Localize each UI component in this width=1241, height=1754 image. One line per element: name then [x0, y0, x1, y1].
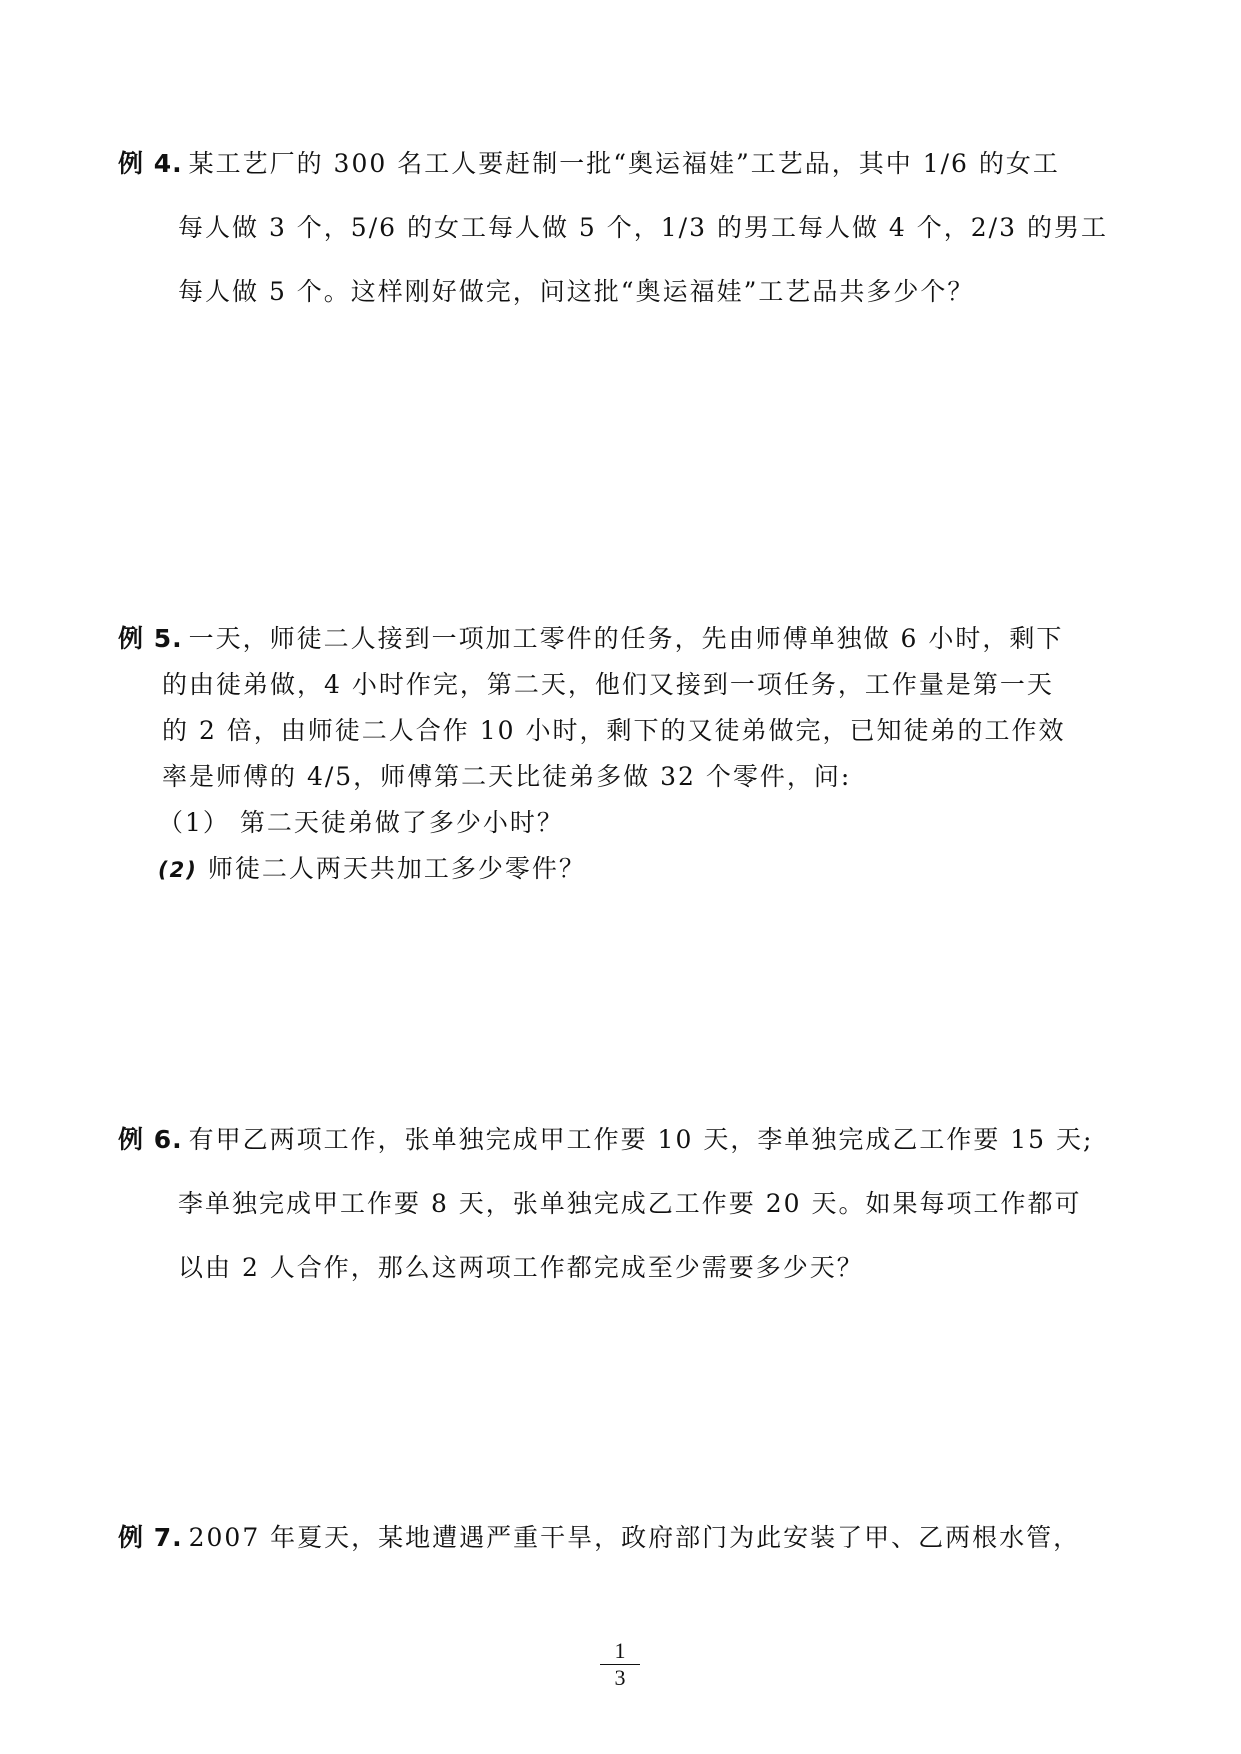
problem-5-text-1: 一天，师徒二人接到一项加工零件的任务，先由师傅单独做 6 小时，剩下: [188, 624, 1064, 653]
page-number: [600, 1640, 640, 1689]
problem-6-line-1: [118, 1108, 1128, 1172]
problem-4-line-3: 每人做 5 个。这样刚好做完，问这批“奥运福娃”工艺品共多少个？: [178, 277, 975, 306]
page-number-numerator: 1: [600, 1640, 640, 1665]
problem-4-label: 例 4.: [118, 149, 183, 178]
subquestion-2-number: (2): [158, 858, 198, 882]
problem-7-text-1: 2007 年夏天，某地遭遇严重干旱，政府部门为此安装了甲、乙两根水管，: [188, 1523, 1081, 1552]
subquestion-1-number: （1）: [158, 808, 230, 837]
problem-5-subquestion-2: [118, 846, 1128, 892]
problem-7: [118, 1506, 1128, 1570]
problem-6-label: 例 6.: [118, 1125, 183, 1154]
problem-7-label: 例 7.: [118, 1523, 183, 1552]
subquestion-1-text: 第二天徒弟做了多少小时？: [239, 808, 564, 837]
problem-7-line-1: [118, 1506, 1128, 1570]
subquestion-2-text: 师徒二人两天共加工多少零件？: [207, 854, 586, 883]
problem-5-label: 例 5.: [118, 624, 183, 653]
problem-6-text-1: 有甲乙两项工作，张单独完成甲工作要 10 天，李单独完成乙工作要 15 天;: [188, 1125, 1094, 1154]
problem-4: [118, 132, 1128, 324]
problem-4-line-1: [118, 132, 1128, 196]
page-number-denominator: 3: [614, 1665, 626, 1690]
problem-4-line-2: 每人做 3 个，5/6 的女工每人做 5 个，1/3 的男工每人做 4 个，2/3 的男工: [178, 213, 1108, 242]
problem-5-subquestion-1: [118, 800, 1128, 846]
problem-5: [118, 616, 1128, 892]
problem-5-line-3: 的 2 倍，由师徒二人合作 10 小时，剩下的又徒弟做完，已知徒弟的工作效: [162, 716, 1066, 745]
problem-5-line-1: [118, 616, 1128, 662]
problem-6-line-3: 以由 2 人合作，那么这两项工作都完成至少需要多少天？: [178, 1253, 864, 1282]
problem-5-line-2: 的由徒弟做，4 小时作完，第二天，他们又接到一项任务，工作量是第一天: [162, 670, 1054, 699]
problem-6: [118, 1108, 1128, 1300]
problem-5-line-4: 率是师傅的 4/5，师傅第二天比徒弟多做 32 个零件，问:: [162, 762, 852, 791]
problem-6-line-2: 李单独完成甲工作要 8 天，张单独完成乙工作要 20 天。如果每项工作都可: [178, 1189, 1082, 1218]
problem-4-text-1: 某工艺厂的 300 名工人要赶制一批“奥运福娃”工艺品，其中 1/6 的女工: [188, 149, 1060, 178]
